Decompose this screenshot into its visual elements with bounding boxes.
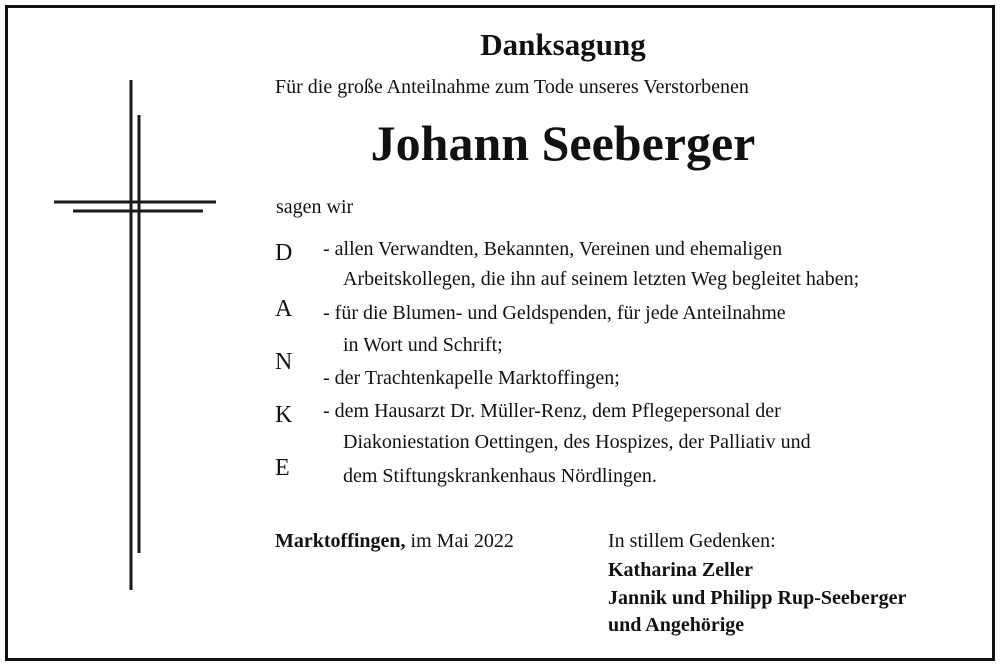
danke-letter: E (275, 455, 290, 481)
danke-letter: A (275, 296, 293, 322)
cross-icon (0, 0, 260, 600)
thanks-line: dem Stiftungskrankenhaus Nördlingen. (343, 465, 657, 487)
lead-text: sagen wir (276, 196, 354, 218)
thanks-line: in Wort und Schrift; (343, 334, 503, 356)
thanks-line: - allen Verwandten, Bekannten, Vereinen und ehemaligen (323, 238, 783, 260)
thanks-line: Diakoniestation Oettingen, des Hospizes, der Palliativ und (343, 431, 811, 453)
signatory: Jannik und Philipp Rup-Seeberger (608, 587, 907, 609)
notice-intro: Für die große Anteilnahme zum Tode unseres Verstorbenen (275, 76, 749, 98)
memory-label: In stillem Gedenken: (608, 530, 776, 552)
signatory: und Angehörige (608, 614, 745, 636)
deceased-name: Johann Seeberger (370, 115, 756, 171)
place: Marktoffingen, (275, 530, 406, 552)
signatory: Katharina Zeller (608, 559, 753, 581)
date: im Mai 2022 (410, 530, 514, 552)
notice-title: Danksagung (480, 27, 646, 62)
danke-letter: K (275, 402, 293, 428)
thanks-line: - für die Blumen- und Geldspenden, für jede Anteilnahme (323, 302, 786, 324)
thanks-line: Arbeitskollegen, die ihn auf seinem letzten Weg begleitet haben; (343, 268, 860, 290)
danke-letter: D (275, 240, 293, 266)
thanks-line: - der Trachtenkapelle Marktoffingen; (323, 367, 620, 389)
place-date (275, 530, 514, 553)
danke-letter: N (275, 349, 293, 375)
thanks-line: - dem Hausarzt Dr. Müller-Renz, dem Pflegepersonal der (323, 400, 781, 422)
